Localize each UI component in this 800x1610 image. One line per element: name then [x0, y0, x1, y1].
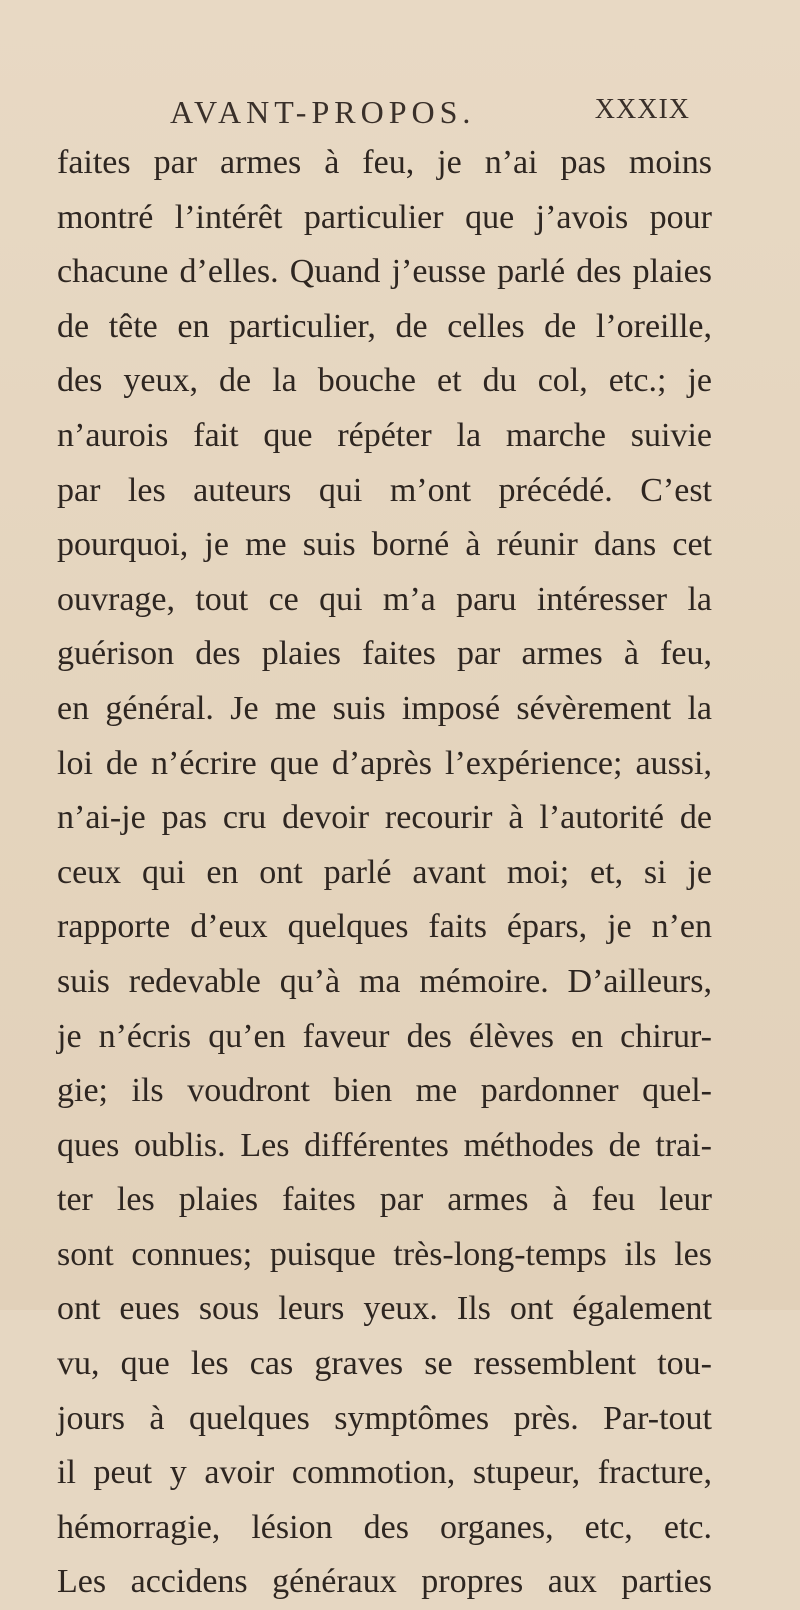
text-line: rapporte d’eux quelques faits épars, je n’en: [57, 908, 712, 946]
text-line: suis redevable qu’à ma mémoire. D’ailleurs,: [57, 962, 712, 1000]
text-line: jours à quelques symptômes près. Par-tout: [57, 1399, 712, 1437]
text-line: faites par armes à feu, je n’ai pas moins: [57, 144, 712, 181]
text-line: en général. Je me suis imposé sévèrement la: [57, 689, 712, 727]
page-number: XXXIX: [594, 94, 690, 125]
text-line: ceux qui en ont parlé avant moi; et, si je: [57, 853, 712, 891]
text-line: n’aurois fait que répéter la marche suivie: [57, 416, 712, 454]
text-line: ques oublis. Les différentes méthodes de trai-: [57, 1126, 712, 1164]
body-text: [57, 136, 712, 1610]
text-line: il peut y avoir commotion, stupeur, fracture,: [57, 1454, 712, 1492]
running-head: [170, 94, 690, 134]
text-line: par les auteurs qui m’ont précédé. C’est: [57, 471, 712, 509]
text-line: ouvrage, tout ce qui m’a paru intéresser la: [57, 580, 712, 618]
text-line: Les accidens généraux propres aux parties: [57, 1563, 712, 1601]
text-line: je n’écris qu’en faveur des élèves en chirur-: [57, 1017, 712, 1055]
text-line: gie; ils voudront bien me pardonner quel-: [57, 1072, 712, 1110]
text-line: de tête en particulier, de celles de l’oreille,: [57, 307, 712, 345]
text-line: hémorragie, lésion des organes, etc, etc.: [57, 1508, 712, 1546]
text-line: sont connues; puisque très-long-temps ils les: [57, 1235, 712, 1273]
text-line: des yeux, de la bouche et du col, etc.; je: [57, 362, 712, 400]
text-line: ter les plaies faites par armes à feu leur: [57, 1181, 712, 1219]
text-line: guérison des plaies faites par armes à feu,: [57, 635, 712, 673]
text-line: n’ai-je pas cru devoir recourir à l’autorité de: [57, 799, 712, 837]
running-title: AVANT-PROPOS.: [170, 94, 476, 130]
text-line: vu, que les cas graves se ressemblent tou-: [57, 1345, 712, 1383]
text-line: pourquoi, je me suis borné à réunir dans cet: [57, 526, 712, 564]
text-line: chacune d’elles. Quand j’eusse parlé des plaies: [57, 253, 712, 291]
text-line: ont eues sous leurs yeux. Ils ont également: [57, 1290, 712, 1328]
text-line: montré l’intérêt particulier que j’avois pour: [57, 198, 712, 236]
text-line: loi de n’écrire que d’après l’expérience; aussi,: [57, 744, 712, 782]
